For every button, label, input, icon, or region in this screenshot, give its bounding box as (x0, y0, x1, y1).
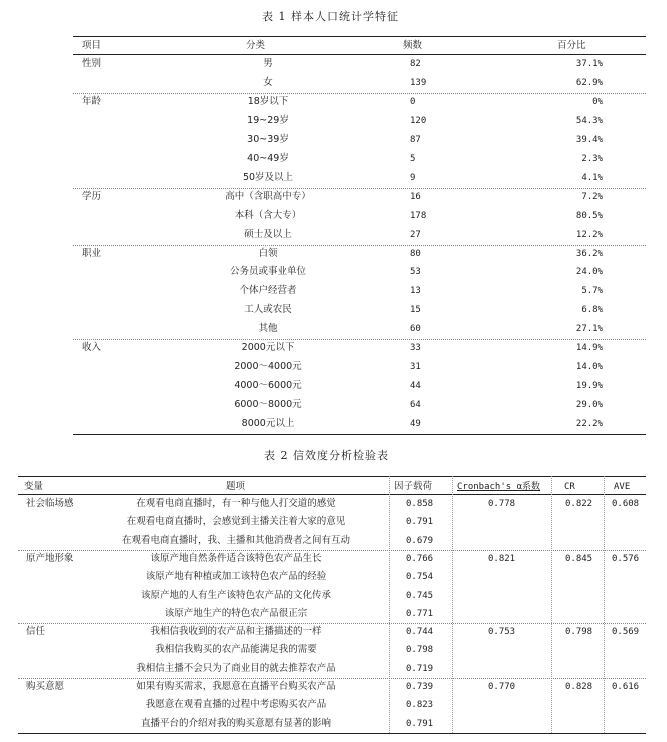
table-1-frequency-cell: 87 (410, 135, 421, 145)
table-1-bottom-rule (73, 434, 646, 435)
table-1-percent-cell: 62.9% (575, 78, 603, 88)
table-2-item-cell: 该原产地的人有生产该特色农产品的文化传承 (140, 590, 332, 601)
table-2-item-cell: 我相信我收到的农产品和主播描述的一样 (150, 626, 322, 637)
table-1-category-cell: 6000～8000元 (234, 399, 302, 410)
table-1-frequency-cell: 139 (410, 78, 427, 88)
table-1-frequency-cell: 13 (410, 286, 421, 296)
table-1-percent-cell: 12.2% (575, 230, 603, 240)
table-1-header-percent: 百分比 (557, 40, 586, 51)
table-2-cr-cell: 0.828 (565, 682, 593, 692)
table-1-category-cell: 个体户经营者 (239, 285, 297, 296)
table-1-header-rule (73, 54, 646, 55)
table-1-frequency-cell: 5 (410, 154, 416, 164)
table-2-header-ave: AVE (614, 482, 631, 492)
table-1-frequency-cell: 80 (410, 249, 421, 259)
table-2-alpha-cell: 0.821 (488, 554, 516, 564)
table-2-loading-cell: 0.754 (406, 572, 434, 582)
table-2-header-loading: 因子载荷 (394, 481, 433, 492)
table-1-percent-cell: 14.0% (575, 362, 603, 372)
table-2-loading-cell: 0.858 (406, 499, 434, 509)
table-2-bottom-rule (18, 733, 646, 734)
table-1-category-cell: 2000～4000元 (234, 361, 302, 372)
table-1-percent-cell: 2.3% (581, 154, 603, 164)
table-2-loading-cell: 0.766 (406, 554, 434, 564)
table-1-category-cell: 40~49岁 (247, 153, 289, 164)
table-2-loading-cell: 0.744 (406, 627, 434, 637)
table-2-item-cell: 我愿意在观看直播的过程中考虑购买农产品 (145, 699, 327, 710)
table-1-category-cell: 高中（含职高中专） (225, 191, 311, 202)
table-1-category-cell: 本科（含大专） (234, 210, 302, 221)
table-1-group-divider (73, 93, 646, 94)
table-2-caption: 表 2 信效度分析检验表 (264, 449, 389, 462)
table-1-category-cell: 其他 (258, 323, 278, 334)
table-2-item-cell: 该原产地生产的特色农产品很正宗 (164, 608, 308, 619)
table-1-frequency-cell: 15 (410, 305, 421, 315)
table-1-frequency-cell: 53 (410, 267, 421, 277)
table-2-loading-cell: 0.739 (406, 682, 434, 692)
table-1-percent-cell: 54.3% (575, 116, 603, 126)
table-2-header-variable: 变量 (24, 481, 44, 492)
table-1-percent-cell: 29.0% (575, 400, 603, 410)
table-1-category-cell: 2000元以下 (241, 342, 295, 353)
table-2-loading-cell: 0.798 (406, 645, 434, 655)
table-1-percent-cell: 24.0% (575, 267, 603, 277)
table-2-col-divider (452, 476, 453, 733)
table-1-item-label: 收入 (82, 342, 102, 353)
table-1-percent-cell: 37.1% (575, 59, 603, 69)
table-2-loading-cell: 0.771 (406, 609, 434, 619)
table-2-item-cell: 在观看电商直播时，有一种与他人打交道的感觉 (136, 498, 336, 509)
table-2-ave-cell: 0.569 (612, 627, 640, 637)
table-1-category-cell: 18岁以下 (247, 96, 289, 107)
table-1-frequency-cell: 178 (410, 211, 427, 221)
table-2-loading-cell: 0.791 (406, 517, 434, 527)
table-2-alpha-cell: 0.770 (488, 682, 516, 692)
table-2-loading-cell: 0.745 (406, 591, 434, 601)
table-1-category-cell: 公务员或事业单位 (229, 266, 307, 277)
table-1-percent-cell: 7.2% (581, 192, 603, 202)
table-1-category-cell: 男 (263, 58, 273, 69)
table-1-frequency-cell: 0 (410, 97, 416, 107)
table-1-item-label: 职业 (82, 248, 102, 259)
table-1-category-cell: 白领 (258, 248, 278, 259)
table-1-category-cell: 30~39岁 (247, 134, 289, 145)
table-2-header-item: 题项 (226, 481, 246, 492)
table-2-cr-cell: 0.798 (565, 627, 593, 637)
table-1-percent-cell: 0% (592, 97, 603, 107)
table-1-frequency-cell: 31 (410, 362, 421, 372)
table-1-frequency-cell: 120 (410, 116, 427, 126)
table-2-item-cell: 直播平台的介绍对我的购买意愿有显著的影响 (140, 718, 332, 729)
table-2-item-cell: 在观看电商直播时，会感觉到主播关注着大家的意见 (126, 516, 346, 527)
table-2-col-divider (389, 476, 390, 733)
table-1-percent-cell: 22.2% (575, 419, 603, 429)
table-1-group-divider (73, 245, 646, 246)
table-1-header-item: 项目 (82, 40, 102, 51)
table-1-frequency-cell: 44 (410, 381, 421, 391)
table-1-category-cell: 工人或农民 (244, 304, 292, 315)
table-1-percent-cell: 19.9% (575, 381, 603, 391)
table-2-header-cr: CR (564, 482, 575, 492)
table-1-header-frequency: 频数 (403, 40, 423, 51)
table-1-percent-cell: 4.1% (581, 173, 603, 183)
table-2-alpha-cell: 0.753 (488, 627, 516, 637)
table-1-category-cell: 4000～6000元 (234, 380, 302, 391)
table-1-percent-cell: 6.8% (581, 305, 603, 315)
table-2-variable-label: 社会临场感 (26, 498, 74, 509)
table-1-group-divider (73, 188, 646, 189)
table-2-loading-cell: 0.719 (406, 664, 434, 674)
table-1-frequency-cell: 49 (410, 419, 421, 429)
table-1-percent-cell: 36.2% (575, 249, 603, 259)
table-2-alpha-cell: 0.778 (488, 499, 516, 509)
table-2-item-cell: 在观看电商直播时，我、主播和其他消费者之间有互动 (121, 535, 351, 546)
table-1-item-label: 年龄 (82, 96, 102, 107)
table-2-item-cell: 我相信主播不会只为了商业目的就去推荐农产品 (136, 663, 336, 674)
table-2-variable-label: 信任 (26, 626, 46, 637)
table-1-top-rule (73, 36, 646, 37)
table-1-frequency-cell: 64 (410, 400, 421, 410)
table-1-frequency-cell: 16 (410, 192, 421, 202)
table-1-frequency-cell: 33 (410, 343, 421, 353)
table-1-header-category: 分类 (246, 40, 266, 51)
table-2-variable-label: 购买意愿 (26, 681, 65, 692)
table-2-group-divider (18, 678, 646, 679)
table-1-category-cell: 硕士及以上 (244, 229, 292, 240)
table-2-variable-label: 原产地形象 (26, 553, 74, 564)
table-2-col-divider (551, 476, 552, 733)
table-2-ave-cell: 0.576 (612, 554, 640, 564)
table-2-ave-cell: 0.608 (612, 499, 640, 509)
table-1-frequency-cell: 60 (410, 324, 421, 334)
table-1-frequency-cell: 9 (410, 173, 416, 183)
table-2-loading-cell: 0.823 (406, 700, 434, 710)
table-2-col-divider (604, 476, 605, 733)
table-2-item-cell: 该原产地有种植或加工该特色农产品的经验 (145, 571, 327, 582)
table-1-percent-cell: 27.1% (575, 324, 603, 334)
table-1-percent-cell: 80.5% (575, 211, 603, 221)
table-1-category-cell: 19~29岁 (247, 115, 289, 126)
table-1-category-cell: 50岁及以上 (242, 172, 294, 183)
table-1-percent-cell: 14.9% (575, 343, 603, 353)
table-1-item-label: 学历 (82, 191, 102, 202)
table-1-caption: 表 1 样本人口统计学特征 (262, 10, 399, 23)
table-2-item-cell: 该原产地自然条件适合该特色农产品生长 (150, 553, 322, 564)
table-2-group-divider (18, 623, 646, 624)
table-2-loading-cell: 0.679 (406, 536, 434, 546)
table-2-ave-cell: 0.616 (612, 682, 640, 692)
table-1-frequency-cell: 82 (410, 59, 421, 69)
table-1-item-label: 性别 (82, 58, 102, 69)
table-2-header-alpha: Cronbach's α系数 (457, 482, 541, 492)
table-2-item-cell: 我相信我购买的农产品能满足我的需要 (155, 644, 317, 655)
table-2-cr-cell: 0.822 (565, 499, 593, 509)
table-2-item-cell: 如果有购买需求，我愿意在直播平台购买农产品 (136, 681, 336, 692)
table-1-percent-cell: 39.4% (575, 135, 603, 145)
table-1-category-cell: 8000元以上 (241, 418, 295, 429)
table-2-cr-cell: 0.845 (565, 554, 593, 564)
table-2-group-divider (18, 550, 646, 551)
table-1-frequency-cell: 27 (410, 230, 421, 240)
table-1-group-divider (73, 339, 646, 340)
table-1-category-cell: 女 (263, 77, 273, 88)
table-1-percent-cell: 5.7% (581, 286, 603, 296)
table-2-loading-cell: 0.791 (406, 719, 434, 729)
